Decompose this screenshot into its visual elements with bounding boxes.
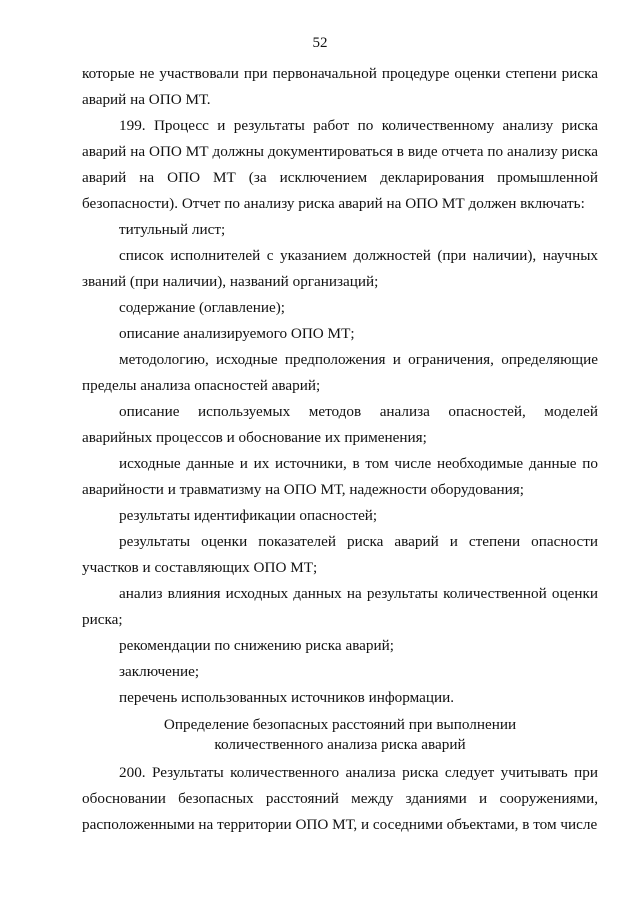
list-item: рекомендации по снижению риска аварий; xyxy=(119,637,394,654)
list-item: анализ влияния исходных данных на результаты количественной оценки риска; xyxy=(82,585,598,628)
section-heading xyxy=(82,715,598,755)
list-item: исходные данные и их источники, в том числе необходимые данные по аварийности и травматизму на ОПО МТ, надежности оборудования; xyxy=(82,455,598,498)
section-heading-line: Определение безопасных расстояний при выполнении xyxy=(163,716,517,733)
list-item: содержание (оглавление); xyxy=(119,299,285,316)
paragraph-continuation: которые не участвовали при первоначальной процедуре оценки степени риска аварий на ОПО МТ. xyxy=(82,65,598,108)
list-item: перечень использованных источников информации. xyxy=(119,689,455,706)
section-heading-line: количественного анализа риска аварий xyxy=(214,736,466,753)
list-item: список исполнителей с указанием должностей (при наличии), научных званий (при наличии), названий организаций; xyxy=(82,247,598,290)
list-item: заключение; xyxy=(119,663,200,680)
list-item: результаты оценки показателей риска аварий и степени опасности участков и составляющих ОПО МТ; xyxy=(82,533,598,576)
list-item: методологию, исходные предположения и ограничения, определяющие пределы анализа опасностей аварий; xyxy=(82,351,598,394)
paragraph-199: 199. Процесс и результаты работ по количественному анализу риска аварий на ОПО МТ должны документироваться в виде отчета по анализу риска аварий на ОПО МТ (за исключением декларирования промышленной безопасности). Отчет по анализу риска аварий на ОПО МТ должен включать: xyxy=(82,117,598,212)
list-item: титульный лист; xyxy=(119,221,226,238)
list-item: описание анализируемого ОПО МТ; xyxy=(119,325,355,342)
document-body xyxy=(82,61,598,838)
report-contents-list xyxy=(82,217,598,711)
list-item: описание используемых методов анализа опасностей, моделей аварийных процессов и обоснование их применения; xyxy=(82,403,598,446)
page-number: 52 xyxy=(312,35,328,51)
list-item: результаты идентификации опасностей; xyxy=(119,507,378,524)
paragraph-200: 200. Результаты количественного анализа риска следует учитывать при обосновании безопасных расстояний между зданиями и сооружениями, расположенными на территории ОПО МТ, и соседними объектами, в том числе xyxy=(82,764,598,833)
